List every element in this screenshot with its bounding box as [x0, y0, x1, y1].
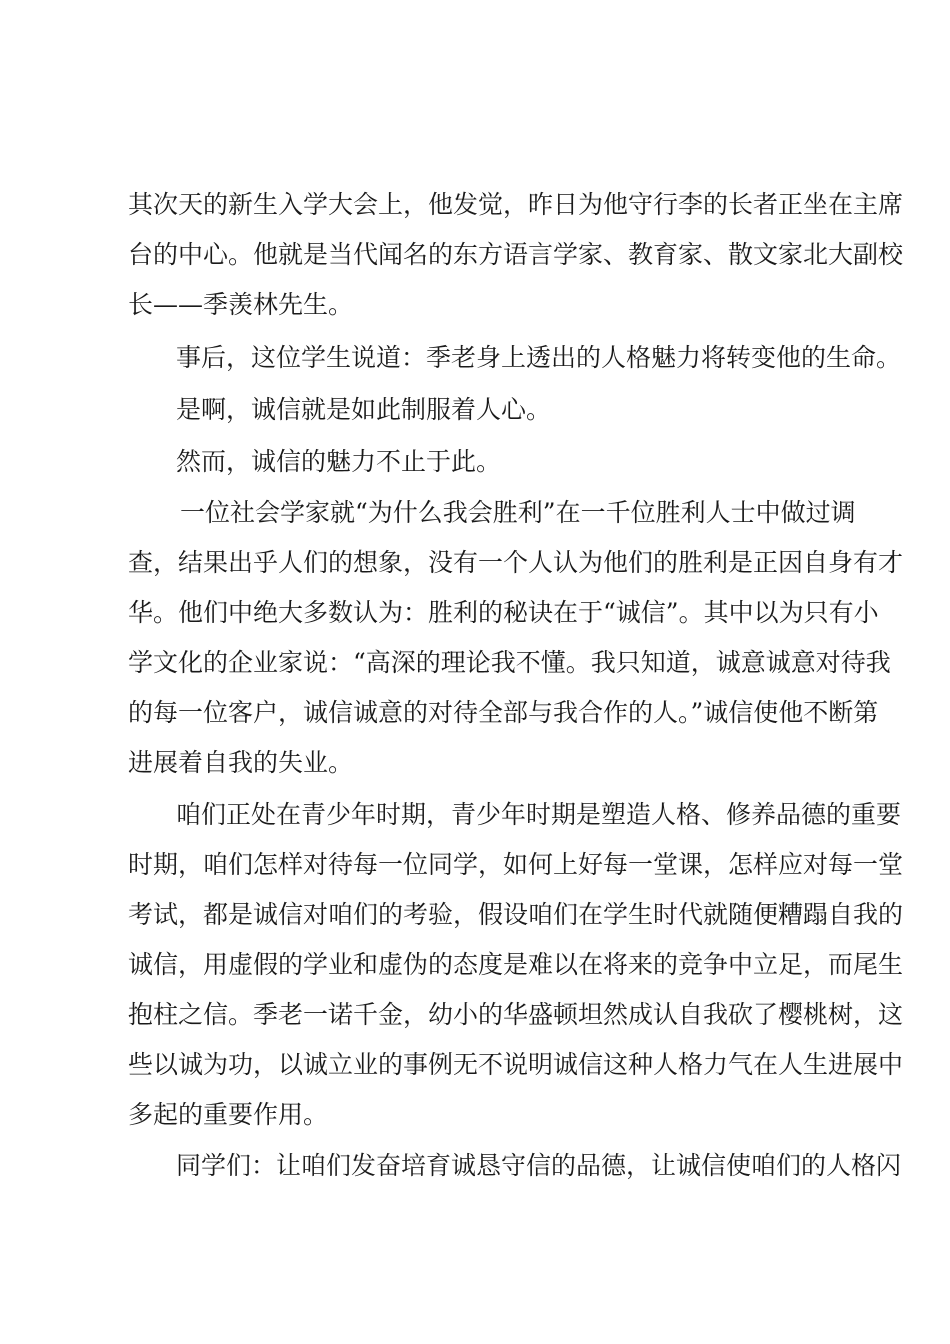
text-line: 是啊，诚信就是如此制服着人心。	[176, 395, 552, 424]
text-line: 考试，都是诚信对咱们的考验，假设咱们在学生时代就随便糟蹋自我的	[128, 900, 904, 929]
text-line: 查，结果出乎人们的想象，没有一个人认为他们的胜利是正因自身有才	[128, 548, 904, 577]
text-line: 华。他们中绝大多数认为：胜利的秘诀在于“诚信”。其中以为只有小	[128, 598, 879, 627]
text-line: 学文化的企业家说：“高深的理论我不懂。我只知道，诚意诚意对待我	[128, 648, 891, 677]
text-line: 些以诚为功，以诚立业的事例无不说明诚信这种人格力气在人生进展中	[128, 1050, 904, 1079]
text-line: 的每一位客户，诚信诚意的对待全部与我合作的人。”诚信使他不断第	[128, 698, 879, 727]
text-line: 进展着自我的失业。	[128, 748, 354, 777]
text-line: 台的中心。他就是当代闻名的东方语言学家、教育家、散文家北大副校	[128, 240, 904, 269]
text-line: 一位社会学家就“为什么我会胜利”在一千位胜利人士中做过调	[180, 498, 856, 527]
text-line: 长——季羡林先生。	[128, 290, 354, 319]
text-line: 其次天的新生入学大会上，他发觉，昨日为他守行李的长者正坐在主席	[128, 190, 904, 219]
text-line: 抱柱之信。季老一诺千金，幼小的华盛顿坦然成认自我砍了樱桃树，这	[128, 1000, 904, 1029]
text-line: 然而，诚信的魅力不止于此。	[176, 447, 502, 476]
text-line: 时期，咱们怎样对待每一位同学，如何上好每一堂课，怎样应对每一堂	[128, 850, 904, 879]
text-line: 诚信，用虚假的学业和虚伪的态度是难以在将来的竞争中立足，而尾生	[128, 950, 904, 979]
text-line: 多起的重要作用。	[128, 1100, 329, 1129]
text-line: 咱们正处在青少年时期，青少年时期是塑造人格、修养品德的重要	[176, 800, 902, 829]
text-line: 同学们：让咱们发奋培育诚恳守信的品德，让诚信使咱们的人格闪	[176, 1151, 902, 1180]
text-line: 事后，这位学生说道：季老身上透出的人格魅力将转变他的生命。	[176, 343, 902, 372]
